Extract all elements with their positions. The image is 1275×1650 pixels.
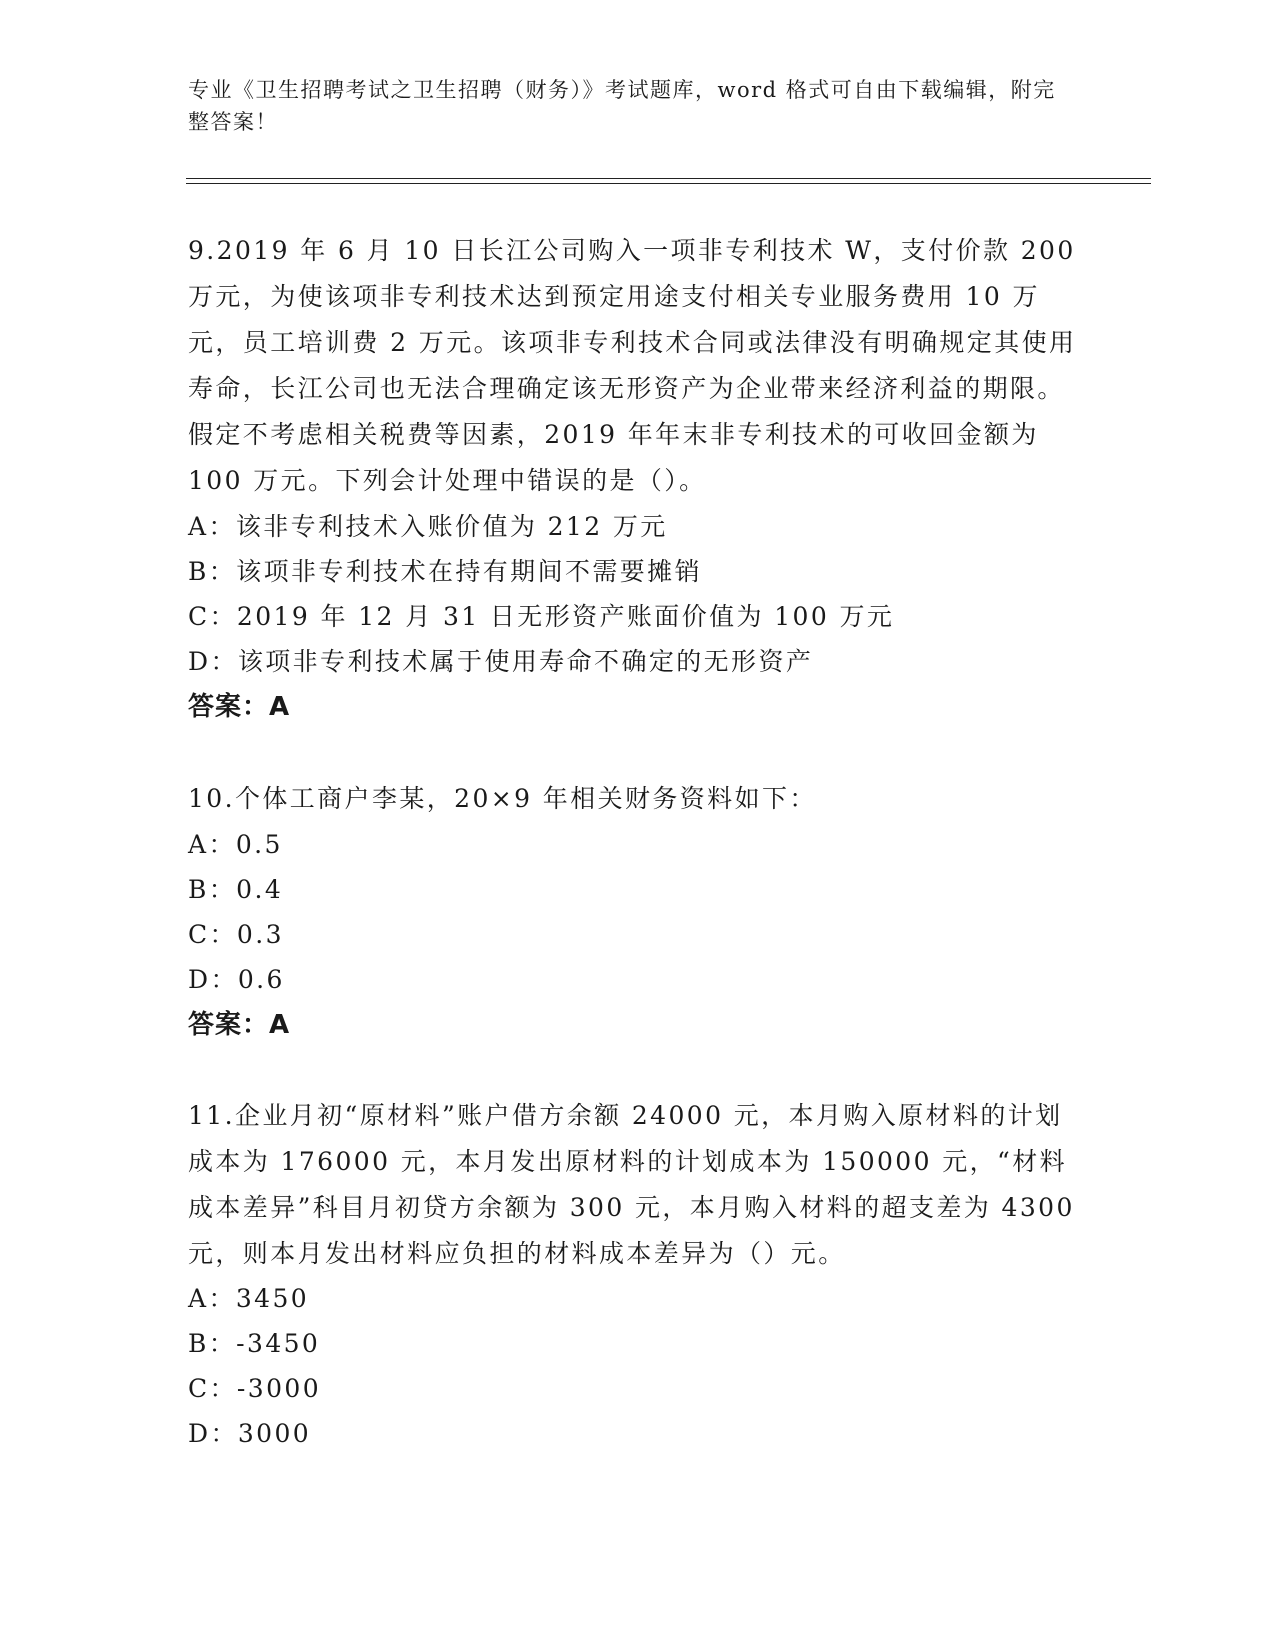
question-9-option-b: B：该项非专利技术在持有期间不需要摊销 [188,557,702,586]
header-divider-bottom [186,183,1151,184]
question-11-option-a: A：3450 [188,1284,310,1313]
question-9-option-c: C：2019 年 12 月 31 日无形资产账面价值为 100 万元 [188,602,895,631]
question-9-answer: 答案：A [188,692,291,722]
document-header: 专业《卫生招聘考试之卫生招聘（财务）》考试题库，word 格式可自由下载编辑，附完整答案！ [188,78,1056,134]
question-10-option-c: C：0.3 [188,920,284,949]
question-9-option-a: A：该非专利技术入账价值为 212 万元 [188,512,668,541]
question-11-option-d: D：3000 [188,1419,312,1448]
question-9-option-d: D：该项非专利技术属于使用寿命不确定的无形资产 [188,647,814,676]
question-10-option-b: B：0.4 [188,875,284,904]
question-11-option-b: B：-3450 [188,1329,321,1358]
question-10-option-d: D：0.6 [188,965,285,994]
header-divider-top [186,178,1151,179]
question-11-stem: 11.企业月初“原材料”账户借方余额 24000 元，本月购入原材料的计划成本为 176000 元，本月发出原材料的计划成本为 150000 元，“材料成本差异”科目月初贷方余额为 300 元，本月购入材料的超支差为 4300 元，则本月发出材料应负担的材料成本差异为（）元。 [188,1101,1075,1268]
question-11-option-c: C：-3000 [188,1374,321,1403]
question-10-stem: 10.个体工商户李某，20×9 年相关财务资料如下： [188,784,817,813]
question-10-option-a: A：0.5 [188,830,283,859]
question-9-stem: 9.2019 年 6 月 10 日长江公司购入一项非专利技术 W，支付价款 200 万元，为使该项非专利技术达到预定用途支付相关专业服务费用 10 万元，员工培训费 2 万元。该项非专利技术合同或法律没有明确规定其使用寿命，长江公司也无法合理确定该无形资产为企业带来经济利益的期限。假定不考虑相关税费等因素，2019 年年末非专利技术的可收回金额为 100 万元。下列会计处理中错误的是（）。 [188,236,1077,495]
question-10-answer: 答案：A [188,1010,291,1040]
